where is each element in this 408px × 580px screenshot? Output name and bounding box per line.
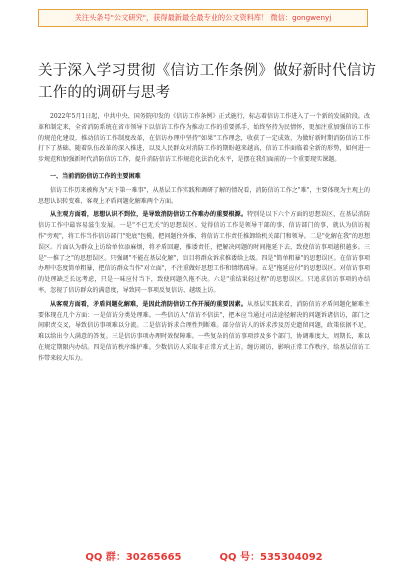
paragraph: 从主观方面看，思想认识不到位，是导致消防信访工作难办的重要根源。特别是以下六个方面的思想误区，在基层消防信访工作中最容易滋生发展。一是"不已无关"的思想误区。觉得信访工作是领导干部的事，信访部门的事，就认为信访视作"旁观"，将工作当作信访部门"兜底"包揽，把问题往外推，将信访工作责任推卸给机关部门和领导。二是"化解在我"的思想误区。片面认为群众上访给单位添麻烦，将矛盾回避，推诿责任，把解决问题的时间拖延下去，致使信访事项越积越多。三是"一推了之"的思想误区。只强调"不能在基层化解"，盲目将群众诉求推诿给上级。四是"简单粗暴"的思想误区。在信访事项办理中态度简单粗暴，把信访群众当作"对立面"，不注重做好思想工作和情绪疏导。五是"拖延应付"的思想误区。对信访事项的处理缺乏长远考虑，只是一味应付当下，致使问题久拖不决。六是"重结果轻过程"的思想误区。只追求信访事项的办结率，忽视了信访群众的满意度，导致同一事项反复信访、越级上访。: [38, 211, 370, 294]
document-body: [38, 112, 370, 544]
paragraph-lead: 从客观方面看，矛盾问题化解难，是因此消防信访工作开展的重要因素。: [50, 300, 247, 308]
promo-banner-text: 关注头条号"公文研究"，获得最新最全最专业的公文资料库！ 微信：gongwenyj: [74, 13, 332, 22]
paragraph: 2022年5月1日起，中共中央、国务院印发的《信访工作条例》正式施行，标志着信访工作进入了一个新的发展阶段。改革和制定来，全省消防系统在省市领导下以信访工作作为推动工作的重要抓手，始终坚持为民情怀，更加注重加强信访工作的规范化建设，推动信访工作制度改革，在信访办理中坚持"如果"工作理念，收获了一定成效，为做好新时期消防信访工作打下了基础。随着队伍改革的深入推进，以及人民群众对消防工作的期盼越来越高，信访工作面临着全新的形势，如何进一步规范和加强新时代消防信访工作，提升消防信访工作规范化法治化水平，是摆在我们面前的一个重要现实课题。: [38, 113, 370, 164]
paragraph: 从客观方面看，矛盾问题化解难，是因此消防信访工作开展的重要因素。从基层实践来看，消防信访矛盾问题化解难主要体现在几个方面：一是信访分类处理难。一些信访人"信访不信法"，把本应当通过司法途径解决的问题诉诸信访，部门之间职责交叉，导致信访事项难以分流。二是信访诉求合理性判断难。部分信访人的诉求涉及历史遗留问题，政策依据不足，难以给出令人满意的答复。三是信访事项办理时效保障难。一些复杂的信访事项涉及多个部门，协调难度大，周期长，难以在规定期限内办结。四是信访秩序维护难。少数信访人采取非正常方式上访，缠访闹访，影响正常工作秩序，给基层信访工作带来较大压力。: [38, 300, 370, 362]
section-heading: 一、当前消防信访工作的主要困难: [50, 172, 141, 180]
qq-group-label: QQ 群：30265665: [85, 552, 182, 563]
document-title: 关于深入学习贯彻《信访工作条例》做好新时代信访工作的的调研与思考: [38, 63, 377, 101]
paragraph: 信访工作历来被称为"天下第一难事"，从基层工作实践和调研了解的情况看，消防信访工作之"难"，主要体现为主观上的思想认识转变难、客观上矛盾问题化解难两个方面。: [38, 186, 370, 205]
contact-footer: [0, 548, 408, 564]
paragraph-lead: 从主观方面看，思想认识不到位，是导致消防信访工作难办的重要根源。: [50, 211, 247, 219]
promo-banner: [38, 9, 368, 27]
qq-number-label: QQ 号：535304092: [219, 552, 323, 563]
